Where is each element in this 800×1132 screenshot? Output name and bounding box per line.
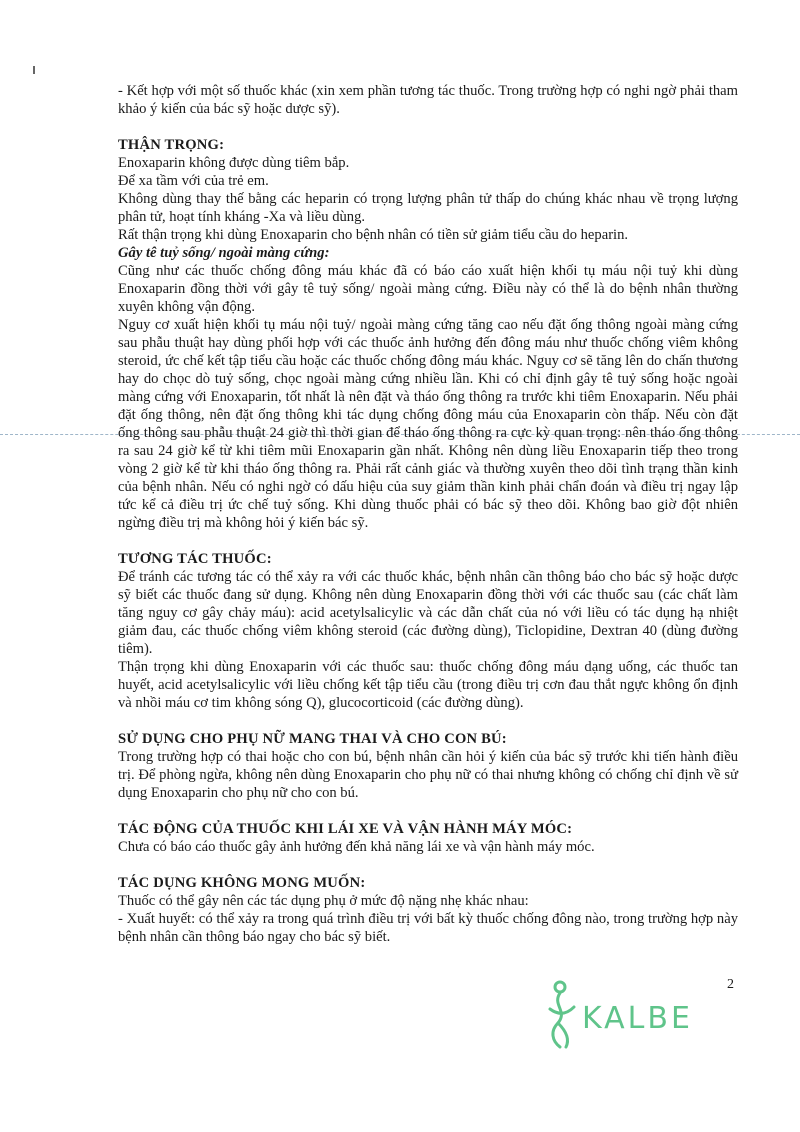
interactions-paragraph: Thận trọng khi dùng Enoxaparin với các thuốc sau: thuốc chống đông máu dạng uống, các thuốc tan huyết, acid acetylsalicylic với liều chống kết tập tiểu cầu (trong điều trị cơn đau thắt ngực không ổn định và nhồi máu cơ tim không sóng Q), glucocorticoid (các đường dùng).: [118, 659, 738, 711]
caution-line: Rất thận trọng khi dùng Enoxaparin cho bệnh nhân có tiền sử giảm tiểu cầu do heparin.: [118, 227, 629, 243]
kalbe-logo-text: KALBE: [582, 1001, 693, 1036]
intro-paragraph: - Kết hợp với một số thuốc khác (xin xem phần tương tác thuốc. Trong trường hợp có nghi ngờ phải tham khảo ý kiến của bác sỹ hoặc dược sỹ).: [118, 83, 738, 117]
driving-paragraph: Chưa có báo cáo thuốc gây ảnh hưởng đến khả năng lái xe và vận hành máy móc.: [118, 839, 595, 855]
interactions-paragraph: Để tránh các tương tác có thể xảy ra với các thuốc khác, bệnh nhân cần thông báo cho bác sỹ hoặc dược sỹ biết các thuốc đang sử dụng. Không nên dùng Enoxaparin đồng thời với các thuốc sau (các chất làm tăng nguy cơ gây chảy máu): acid acetylsalicylic và các dẫn chất của nó với liều có tác dụng hạ nhiệt giảm đau, các thuốc chống viêm không steroid (các đường dùng), Ticlopidine, Dextran 40 (dùng đường tiêm).: [118, 569, 738, 657]
side-effects-line: Thuốc có thể gây nên các tác dụng phụ ở mức độ nặng nhẹ khác nhau:: [118, 893, 529, 909]
caution-line: Enoxaparin không được dùng tiêm bắp.: [118, 155, 350, 171]
side-effects-line: - Xuất huyết: có thể xảy ra trong quá trình điều trị với bất kỳ thuốc chống đông nào, trong trường hợp này bệnh nhân cần thông báo ngay cho bác sỹ biết.: [118, 911, 738, 945]
pregnancy-paragraph: Trong trường hợp có thai hoặc cho con bú, bệnh nhân cần hỏi ý kiến của bác sỹ trước khi tiến hành điều trị. Để phòng ngừa, không nên dùng Enoxaparin cho phụ nữ có thai nhưng không có chống chỉ định về sử dụng Enoxaparin cho phụ nữ cho con bú.: [118, 749, 738, 801]
caution-paragraph: Cũng như các thuốc chống đông máu khác đã có báo cáo xuất hiện khối tụ máu nội tuỷ khi dùng Enoxaparin đồng thời với gây tê tuỷ sống/ ngoài màng cứng. Điều này có thể là do bệnh nhân thường xuyên không vận động.: [118, 263, 738, 315]
document-body: [118, 82, 738, 946]
caution-line: Không dùng thay thế bằng các heparin có trọng lượng phân tử thấp do chúng khác nhau về trọng lượng phân tử, hoạt tính kháng -Xa và liều dùng.: [118, 191, 738, 225]
page-number: 2: [727, 977, 734, 992]
kalbe-logo: [540, 975, 720, 1055]
driving-heading: TÁC ĐỘNG CỦA THUỐC KHI LÁI XE VÀ VẬN HÀNH MÁY MÓC:: [118, 821, 573, 837]
caution-paragraph: Nguy cơ xuất hiện khối tụ máu nội tuỷ/ ngoài màng cứng tăng cao nếu đặt ống thông ngoài màng cứng sau phẫu thuật hay dùng phối hợp với các thuốc ảnh hưởng đến đông máu như thuốc chống viêm không steroid, ức chế kết tập tiểu cầu hoặc các thuốc chống đông máu khác. Nguy cơ sẽ tăng lên do chấn thương hay do chọc dò tuỷ sống, chọc ngoài màng cứng nhiều lần. Khi có chỉ định gây tê tuỷ sống hoặc ngoài màng cứng với Enoxaparin, tốt nhất là nên đặt và tháo ống thông ra trước khi tiêm Enoxaparin. Nếu phải đặt ống thông, nên đặt ống thông khi tác dụng chống đông máu của Enoxaparin còn thấp. Nếu còn đặt ống thông sau phẫu thuật 24 giờ thì thời gian để tháo ống thông ra cực kỳ quan trọng: nên tháo ống thông ra sau 24 giờ kể từ khi tiêm mũi Enoxaparin gần nhất. Không nên dùng liều Enoxaparin tiếp theo trong vòng 2 giờ kể từ khi tháo ống thông ra. Phải rất cảnh giác và thường xuyên theo dõi tình trạng thần kinh của bệnh nhân. Nếu có nghi ngờ có dấu hiệu của suy giảm thần kinh phải chẩn đoán và điều trị ngay lập tức kể cả điều trị ức chế tuỷ sống. Khi dùng thuốc phải có bác sỹ theo dõi. Không bao giờ đột nhiên ngừng điều trị mà không hỏi ý kiến bác sỹ.: [118, 317, 738, 531]
pregnancy-heading: SỬ DỤNG CHO PHỤ NỮ MANG THAI VÀ CHO CON BÚ:: [118, 731, 507, 747]
interactions-heading: TƯƠNG TÁC THUỐC:: [118, 551, 272, 567]
caution-line: Để xa tầm với của trẻ em.: [118, 173, 269, 189]
side-effects-heading: TÁC DỤNG KHÔNG MONG MUỐN:: [118, 875, 366, 891]
spinal-anesthesia-subheading: Gây tê tuỷ sống/ ngoài màng cứng:: [118, 245, 330, 261]
caution-heading: THẬN TRỌNG:: [118, 137, 225, 153]
scan-mark: [33, 66, 35, 74]
